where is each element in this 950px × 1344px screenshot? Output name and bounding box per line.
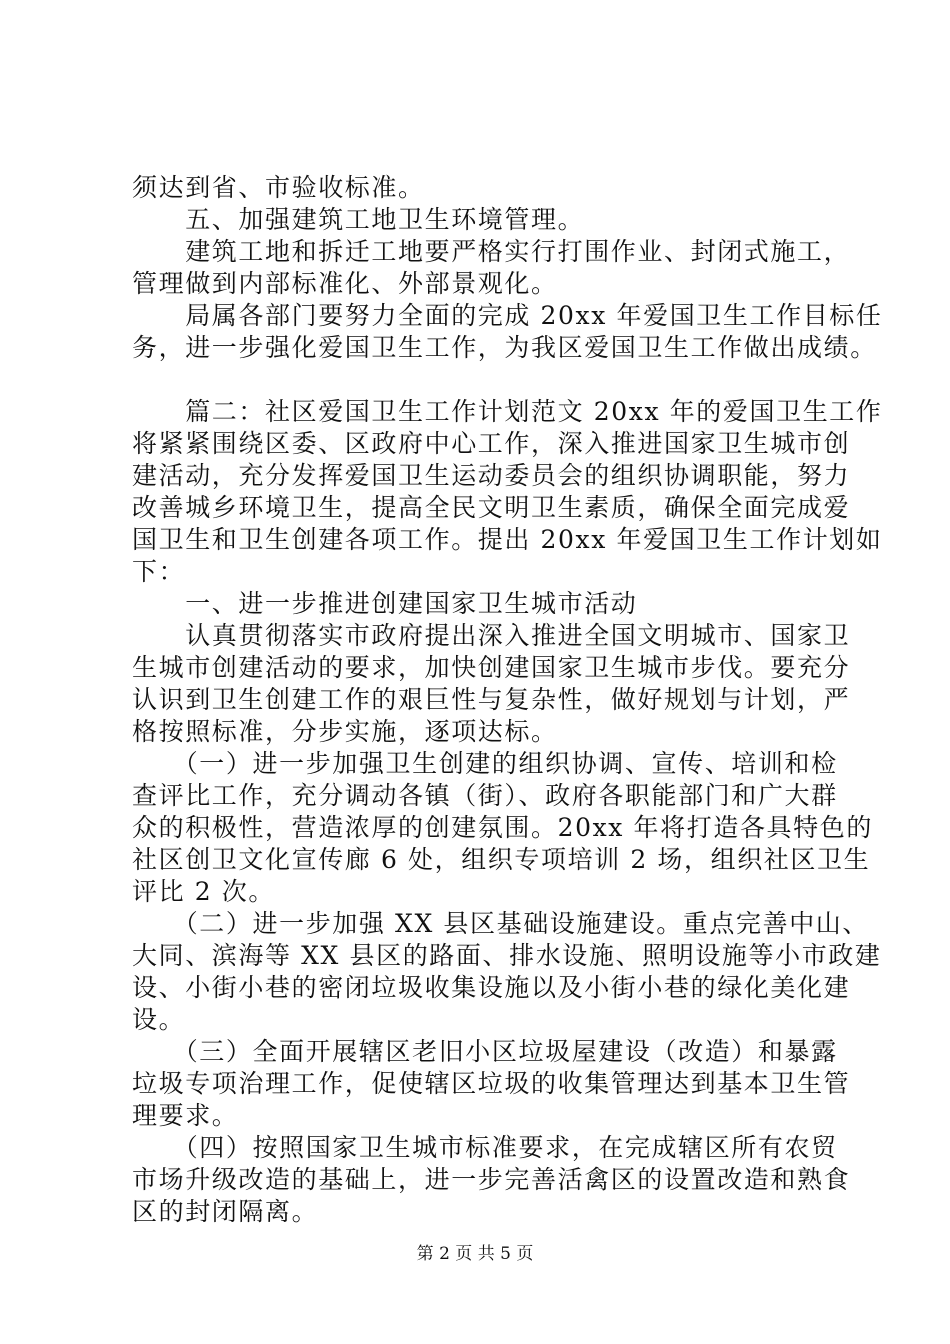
body-line: 篇二：社区爱国卫生工作计划范文 20xx 年的爱国卫生工作 [132,397,883,426]
body-line: 众的积极性，营造浓厚的创建氛围。20xx 年将打造各具特色的 [132,813,873,842]
body-line: 查评比工作，充分调动各镇（街）、政府各职能部门和广大群 [132,781,838,810]
body-line: 区的封闭隔离。 [132,1197,319,1226]
body-line: 管理做到内部标准化、外部景观化。 [132,269,558,298]
body-line: 理要求。 [132,1101,239,1130]
body-line: 国卫生和卫生创建各项工作。提出 20xx 年爱国卫生工作计划如 [132,525,883,554]
body-line: （一）进一步加强卫生创建的组织协调、宣传、培训和检 [132,749,838,778]
body-line: 设。 [132,1005,186,1034]
body-line: 改善城乡环境卫生，提高全民文明卫生素质，确保全面完成爱 [132,493,851,522]
body-line: 局属各部门要努力全面的完成 20xx 年爱国卫生工作目标任 [132,301,883,330]
page-number-footer: 第 2 页 共 5 页 [416,1244,534,1264]
body-line: 须达到省、市验收标准。 [132,173,425,202]
body-line: 市场升级改造的基础上，进一步完善活禽区的设置改造和熟食 [132,1165,851,1194]
body-line: 社区创卫文化宣传廊 6 处，组织专项培训 2 场，组织社区卫生 [132,845,871,874]
body-line: 将紧紧围绕区委、区政府中心工作，深入推进国家卫生城市创 [132,429,851,458]
body-line: （四）按照国家卫生城市标准要求，在完成辖区所有农贸 [132,1133,838,1162]
body-line: 建活动，充分发挥爱国卫生运动委员会的组织协调职能，努力 [132,461,851,490]
section-heading: 一、进一步推进创建国家卫生城市活动 [132,589,638,618]
body-line: 下： [132,557,186,586]
document-body [132,172,883,1228]
body-line: （三）全面开展辖区老旧小区垃圾屋建设（改造）和暴露 [132,1037,838,1066]
body-line: （二）进一步加强 XX 县区基础设施建设。重点完善中山、 [132,909,869,938]
body-line: 认真贯彻落实市政府提出深入推进全国文明城市、国家卫 [132,621,851,650]
body-line: 生城市创建活动的要求，加快创建国家卫生城市步伐。要充分 [132,653,851,682]
blank-line [132,364,852,396]
section-heading: 五、加强建筑工地卫生环境管理。 [132,205,585,234]
body-line: 评比 2 次。 [132,877,275,906]
body-line: 务，进一步强化爱国卫生工作，为我区爱国卫生工作做出成绩。 [132,333,877,362]
body-line: 建筑工地和拆迁工地要严格实行打围作业、封闭式施工， [132,237,851,266]
body-line: 设、小街小巷的密闭垃圾收集设施以及小街小巷的绿化美化建 [132,973,851,1002]
body-line: 垃圾专项治理工作，促使辖区垃圾的收集管理达到基本卫生管 [132,1069,851,1098]
body-line: 认识到卫生创建工作的艰巨性与复杂性，做好规划与计划，严 [132,685,851,714]
body-line: 格按照标准，分步实施，逐项达标。 [132,717,558,746]
body-line: 大同、滨海等 XX 县区的路面、排水设施、照明设施等小市政建 [132,941,882,970]
